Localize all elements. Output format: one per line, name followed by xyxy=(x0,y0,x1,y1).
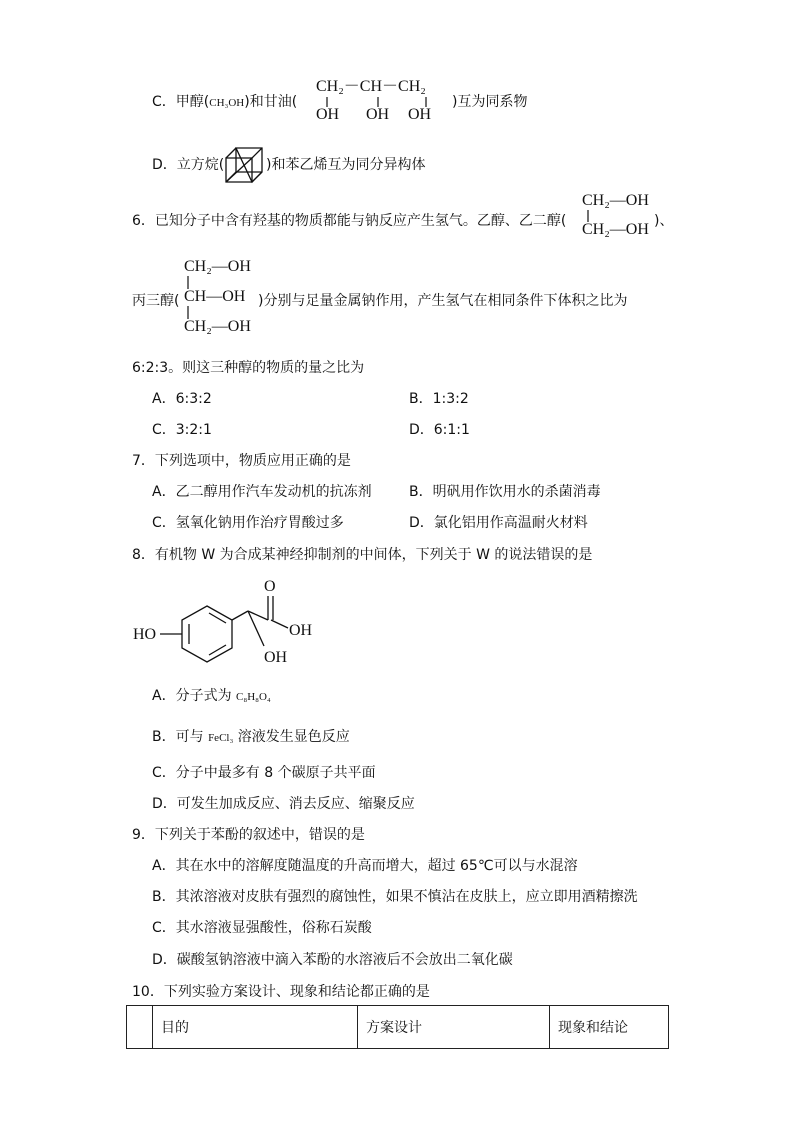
q7-option-a[interactable]: A．乙二醇用作汽车发动机的抗冻剂 xyxy=(152,484,372,500)
q8-option-b[interactable]: B．可与 FeCl₃ 溶液发生显色反应 xyxy=(152,729,350,745)
w-ho-label: HO xyxy=(133,626,157,643)
q9-option-d[interactable]: D．碳酸氢钠溶液中滴入苯酚的水溶液后不会放出二氧化碳 xyxy=(152,952,513,968)
table-header-row xyxy=(127,1006,669,1049)
q8-option-c[interactable]: C．分子中最多有 8 个碳原子共平面 xyxy=(152,765,376,781)
q6-option-d[interactable]: D．6:1:1 xyxy=(409,422,470,438)
propanetriol-bottom: CH₂—OH xyxy=(184,318,251,335)
w-alpha-oh-label: OH xyxy=(264,649,288,666)
ethylene-glycol-top: CH₂—OH xyxy=(582,192,649,209)
table-header-result: 现象和结论 xyxy=(550,1006,669,1049)
q6-stem-line2: )分别与足量金属钠作用，产生氢气在相同条件下体积之比为 xyxy=(258,293,628,309)
ethylene-glycol-bottom: CH₂—OH xyxy=(582,221,649,238)
fecl3-formula: FeCl₃ xyxy=(208,732,234,744)
q9-option-a[interactable]: A．其在水中的溶解度随温度的升高而增大，超过 65℃可以与水混溶 xyxy=(152,858,578,874)
glycerol-backbone: CH₂－CH－CH₂ xyxy=(316,78,426,95)
propanetriol-top: CH₂—OH xyxy=(184,258,251,275)
q9-stem: 9．下列关于苯酚的叙述中，错误的是 xyxy=(132,827,365,843)
q6-option-b[interactable]: B．1:3:2 xyxy=(409,391,469,407)
q8-option-a[interactable]: A．分子式为 C₈H₈O₄ xyxy=(152,688,271,704)
w-carbonyl-o-label: O xyxy=(264,578,276,595)
w-molecular-formula: C₈H₈O₄ xyxy=(236,691,271,703)
glycerol-oh-2: OH xyxy=(366,106,390,123)
q6-option-a[interactable]: A．6:3:2 xyxy=(152,391,212,407)
q6-stem-line3: 6:2:3。则这三种醇的物质的量之比为 xyxy=(132,360,365,376)
q7-option-d[interactable]: D．氯化铝用作高温耐火材料 xyxy=(409,515,588,531)
q8-stem: 8．有机物 W 为合成某神经抑制剂的中间体，下列关于 W 的说法错误的是 xyxy=(132,547,593,563)
q6-stem-line1: 6．已知分子中含有羟基的物质都能与钠反应产生氢气。乙醇、乙二醇( xyxy=(132,213,567,229)
table-header-purpose: 目的 xyxy=(153,1006,358,1049)
q7-stem: 7．下列选项中，物质应用正确的是 xyxy=(132,453,351,469)
w-acid-oh-label: OH xyxy=(289,622,313,639)
q9-option-b[interactable]: B．其浓溶液对皮肤有强烈的腐蚀性，如果不慎沾在皮肤上，应立即用酒精擦洗 xyxy=(152,889,638,905)
q5-option-d-end: )和苯乙烯互为同分异构体 xyxy=(266,157,426,173)
q5-option-c-end: )互为同系物 xyxy=(452,94,528,110)
q10-stem: 10．下列实验方案设计、现象和结论都正确的是 xyxy=(132,984,430,1000)
glycerol-oh-3: OH xyxy=(408,106,432,123)
q6-option-c[interactable]: C．3:2:1 xyxy=(152,422,212,438)
glycerol-oh-1: OH xyxy=(316,106,340,123)
q5-option-d-pre: D．立方烷( xyxy=(152,157,225,173)
table-header-design: 方案设计 xyxy=(358,1006,550,1049)
q8-option-d[interactable]: D．可发生加成反应、消去反应、缩聚反应 xyxy=(152,796,415,812)
q5-option-c: C．甲醇(CH₃OH)和甘油( xyxy=(152,94,298,110)
q10-table xyxy=(126,1005,669,1049)
q6-stem-line1-end: )、 xyxy=(654,213,674,229)
q9-option-c[interactable]: C．其水溶液显强酸性，俗称石炭酸 xyxy=(152,920,372,936)
q7-option-b[interactable]: B．明矾用作饮用水的杀菌消毒 xyxy=(409,484,601,500)
q6-propanetriol-label: 丙三醇( xyxy=(132,293,180,309)
table-header-index xyxy=(127,1006,153,1049)
methanol-formula: CH₃OH xyxy=(209,97,245,109)
q7-option-c[interactable]: C．氢氧化钠用作治疗胃酸过多 xyxy=(152,515,344,531)
propanetriol-middle: CH—OH xyxy=(184,288,246,305)
